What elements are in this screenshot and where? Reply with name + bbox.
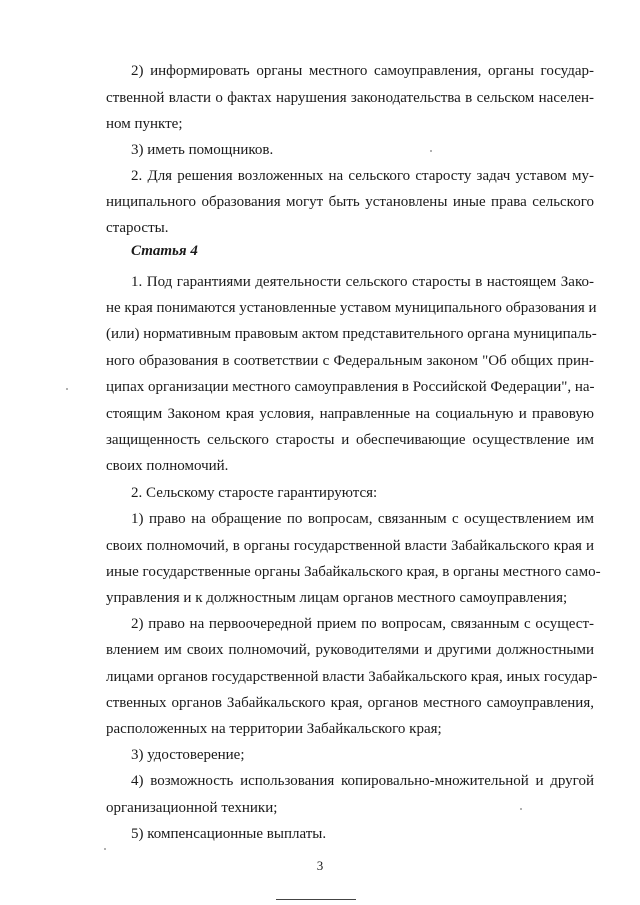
scan-speck bbox=[66, 388, 68, 390]
text-line: лицами органов государственной власти Забайкальского края, иных государ- bbox=[106, 669, 598, 685]
text-line: влением им своих полномочий, руководителями и другими должностными bbox=[106, 642, 594, 658]
text-line: ственных органов Забайкальского края, органов местного самоуправления, bbox=[106, 695, 594, 711]
text-line: защищенность сельского старосты и обеспечивающие осуществление им bbox=[106, 432, 594, 448]
scan-speck bbox=[104, 848, 106, 850]
text-line: 2. Для решения возложенных на сельского старосту задач уставом му- bbox=[131, 168, 594, 184]
article-heading: Статья 4 bbox=[131, 243, 198, 259]
page-number: 3 bbox=[316, 858, 324, 873]
text-line: 2) право на первоочередной прием по вопросам, связанным с осущест- bbox=[131, 616, 594, 632]
text-line: расположенных на территории Забайкальского края; bbox=[106, 721, 442, 737]
text-line: 3) удостоверение; bbox=[131, 747, 245, 763]
text-line: иные государственные органы Забайкальского края, в органы местного само- bbox=[106, 564, 601, 580]
text-line: 1) право на обращение по вопросам, связанным с осуществлением им bbox=[131, 511, 594, 527]
text-line: 2) информировать органы местного самоуправления, органы государ- bbox=[131, 63, 594, 79]
text-line: ципах организации местного самоуправления в Российской Федерации", на- bbox=[106, 379, 595, 395]
text-line: (или) нормативным правовым актом представительного органа муниципаль- bbox=[106, 326, 597, 342]
text-line: старосты. bbox=[106, 220, 169, 236]
text-line: своих полномочий, в органы государственной власти Забайкальского края и bbox=[106, 538, 594, 554]
footer-rule bbox=[276, 899, 356, 900]
text-line: своих полномочий. bbox=[106, 458, 229, 474]
scan-speck bbox=[430, 150, 432, 152]
scan-speck bbox=[520, 808, 522, 810]
text-line: ном пункте; bbox=[106, 116, 183, 132]
text-line: 5) компенсационные выплаты. bbox=[131, 826, 327, 842]
text-line: организационной техники; bbox=[106, 800, 278, 816]
text-line: 4) возможность использования копировально-множительной и другой bbox=[131, 773, 594, 789]
text-line: 1. Под гарантиями деятельности сельского старосты в настоящем Зако- bbox=[131, 274, 594, 290]
text-line: управления и к должностным лицам органов местного самоуправления; bbox=[106, 590, 568, 606]
text-line: не края понимаются установленные уставом муниципального образования и bbox=[106, 300, 597, 316]
text-line: ниципального образования могут быть установлены иные права сельского bbox=[106, 194, 594, 210]
text-line: ного образования в соответствии с Федеральным законом "Об общих прин- bbox=[106, 353, 594, 369]
text-line: стоящим Законом края условия, направленные на социальную и правовую bbox=[106, 406, 594, 422]
text-line: 2. Сельскому старосте гарантируются: bbox=[131, 485, 378, 501]
text-line: 3) иметь помощников. bbox=[131, 142, 274, 158]
text-line: ственной власти о фактах нарушения законодательства в сельском населен- bbox=[106, 90, 594, 106]
